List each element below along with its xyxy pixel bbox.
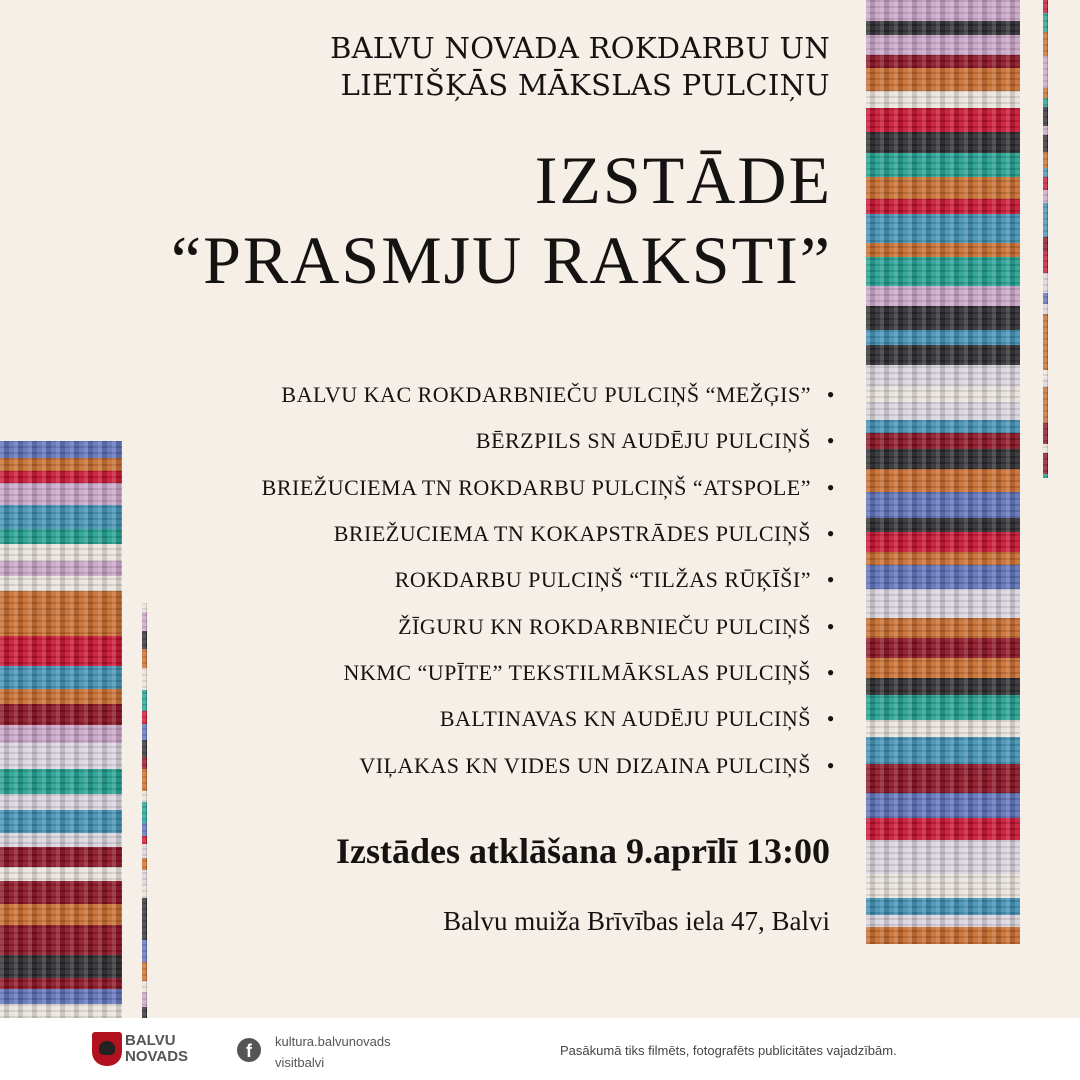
woven-rug-image-right [866,0,1020,944]
social-handle: kultura.balvunovads [275,1034,391,1049]
bullet-icon: • [826,659,835,685]
list-item [135,603,835,649]
coat-of-arms-icon [92,1032,122,1066]
social-handle: visitbalvi [275,1055,325,1070]
group-name: ROKDARBU PULCIŅŠ “TILŽAS RŪĶĪŠI” [394,567,811,593]
bullet-icon: • [826,474,835,500]
footer-bar [0,1018,1080,1080]
group-name: BĒRZPILS SN AUDĒJU PULCIŅŠ [475,428,811,454]
bullet-icon: • [826,752,835,778]
logo-text [125,1033,188,1065]
list-item [135,511,835,557]
event-location: Balvu muiža Brīvības iela 47, Balvi [443,906,830,936]
group-name: BALTINAVAS KN AUDĒJU PULCIŅŠ [439,706,811,732]
title-line: “PRASMJU RAKSTI” [170,222,832,298]
group-name: BALVU KAC ROKDARBNIEČU PULCIŅŠ “MEŽĢIS” [281,382,811,408]
subtitle-line: LIETIŠĶĀS MĀKSLAS PULCIŅU [340,68,830,102]
bullet-icon: • [826,613,835,639]
list-item [135,465,835,511]
balvu-novads-logo [92,1032,188,1066]
group-name: VIĻAKAS KN VIDES UN DIZAINA PULCIŅŠ [359,752,811,778]
logo-line: NOVADS [125,1048,189,1065]
list-item [135,696,835,742]
opening-date-time: Izstādes atklāšana 9.aprīlī 13:00 [335,831,830,871]
title-line: IZSTĀDE [534,142,832,218]
rug-weave-texture [866,0,1020,944]
bullet-icon: • [826,521,835,547]
social-handles [275,1031,391,1073]
list-item [135,650,835,696]
group-name: BRIEŽUCIEMA TN ROKDARBU PULCIŅŠ “ATSPOLE” [261,474,811,500]
subtitle-line: BALVU NOVADA ROKDARBU UN [330,31,830,65]
list-item [135,742,835,788]
facebook-icon: f [237,1038,261,1062]
rug-edge-strip-right [1043,0,1048,478]
bullet-icon: • [826,567,835,593]
participant-groups-list [135,372,835,789]
bullet-icon: • [826,382,835,408]
list-item [135,418,835,464]
group-name: BRIEŽUCIEMA TN KOKAPSTRĀDES PULCIŅŠ [333,521,811,547]
woven-rug-image-left [0,441,122,1018]
rug-weave-texture [0,441,122,1018]
list-item [135,557,835,603]
list-item [135,372,835,418]
filming-notice: Pasākumā tiks filmēts, fotografēts publicitātes vajadzībām. [560,1043,897,1058]
bullet-icon: • [826,706,835,732]
exhibition-title [52,140,832,300]
rug-weave-texture [1043,0,1048,478]
group-name: NKMC “UPĪTE” TEKSTILMĀKSLAS PULCIŅŠ [343,659,811,685]
bullet-icon: • [826,428,835,454]
logo-line: BALVU [125,1032,176,1049]
group-name: ŽĪGURU KN ROKDARBNIEČU PULCIŅŠ [398,613,811,639]
event-subtitle [230,30,830,104]
